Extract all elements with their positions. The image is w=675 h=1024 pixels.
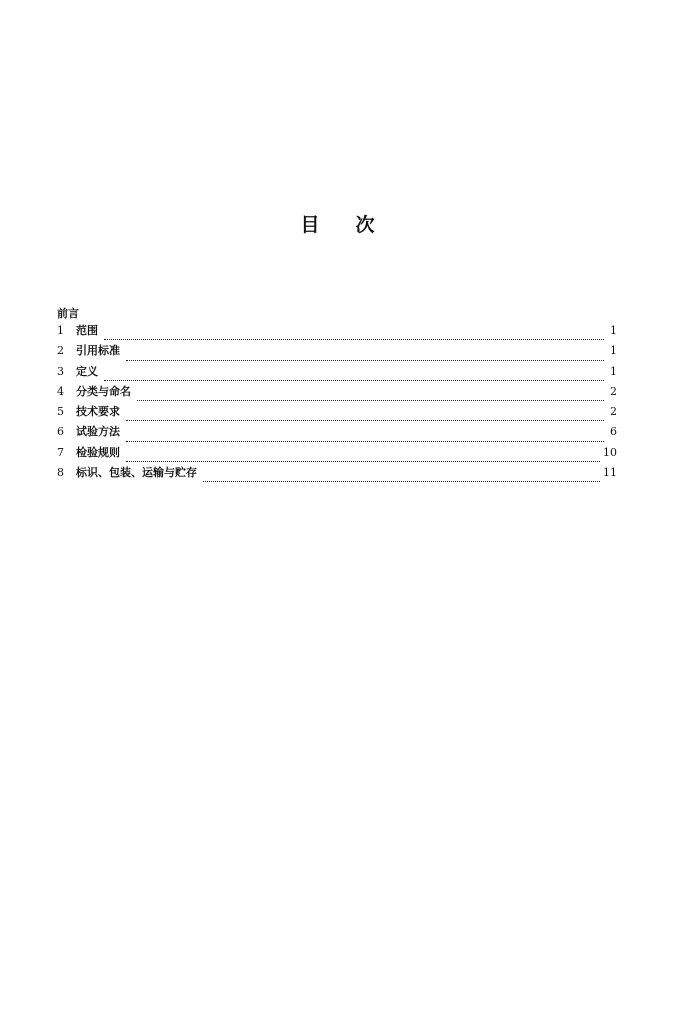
- toc-entry[interactable]: [57, 406, 617, 426]
- toc-entry-label: 检验规则: [76, 445, 120, 459]
- toc-entry-label: 引用标准: [76, 344, 120, 358]
- toc-entry[interactable]: [57, 447, 617, 467]
- toc-dot-leader: [203, 481, 600, 482]
- toc-list: [57, 325, 617, 487]
- toc-entry[interactable]: [57, 325, 617, 345]
- toc-entry-number: 3: [57, 364, 64, 378]
- toc-title-char-1: 目: [300, 214, 320, 236]
- toc-entry-page: 1: [610, 364, 617, 378]
- toc-dot-leader: [126, 420, 604, 421]
- toc-entry[interactable]: [57, 426, 617, 446]
- toc-dot-leader: [126, 360, 604, 361]
- toc-preface-entry[interactable]: 前言: [57, 307, 79, 320]
- toc-entry[interactable]: [57, 345, 617, 365]
- toc-entry-label: 范围: [76, 324, 98, 337]
- toc-entry-page: 10: [603, 445, 617, 459]
- toc-dot-leader: [126, 461, 600, 462]
- toc-entry-number: 1: [57, 324, 64, 337]
- toc-entry[interactable]: [57, 467, 617, 487]
- toc-title: [0, 210, 675, 237]
- toc-entry-label: 技术要求: [76, 405, 120, 419]
- toc-dot-leader: [137, 400, 604, 401]
- toc-title-char-2: 次: [355, 214, 375, 236]
- toc-entry[interactable]: [57, 366, 617, 386]
- toc-entry-label: 标识、包装、运输与贮存: [76, 466, 197, 480]
- toc-dot-leader: [104, 380, 604, 381]
- toc-entry-number: 7: [57, 445, 64, 459]
- toc-entry-number: 2: [57, 344, 64, 358]
- toc-entry-page: 1: [610, 324, 617, 337]
- toc-entry-number: 5: [57, 405, 64, 419]
- toc-entry-number: 4: [57, 384, 64, 398]
- toc-entry-label: 试验方法: [76, 425, 120, 439]
- toc-entry-number: 6: [57, 425, 64, 439]
- toc-entry-number: 8: [57, 466, 64, 480]
- toc-entry-page: 2: [610, 384, 617, 398]
- toc-dot-leader: [104, 339, 604, 340]
- toc-entry-page: 1: [610, 344, 617, 358]
- toc-entry-label: 分类与命名: [76, 384, 131, 398]
- toc-entry[interactable]: [57, 386, 617, 406]
- toc-dot-leader: [126, 441, 604, 442]
- toc-entry-page: 11: [603, 466, 617, 480]
- toc-entry-page: 6: [610, 425, 617, 439]
- toc-entry-page: 2: [610, 405, 617, 419]
- toc-entry-label: 定义: [76, 364, 98, 378]
